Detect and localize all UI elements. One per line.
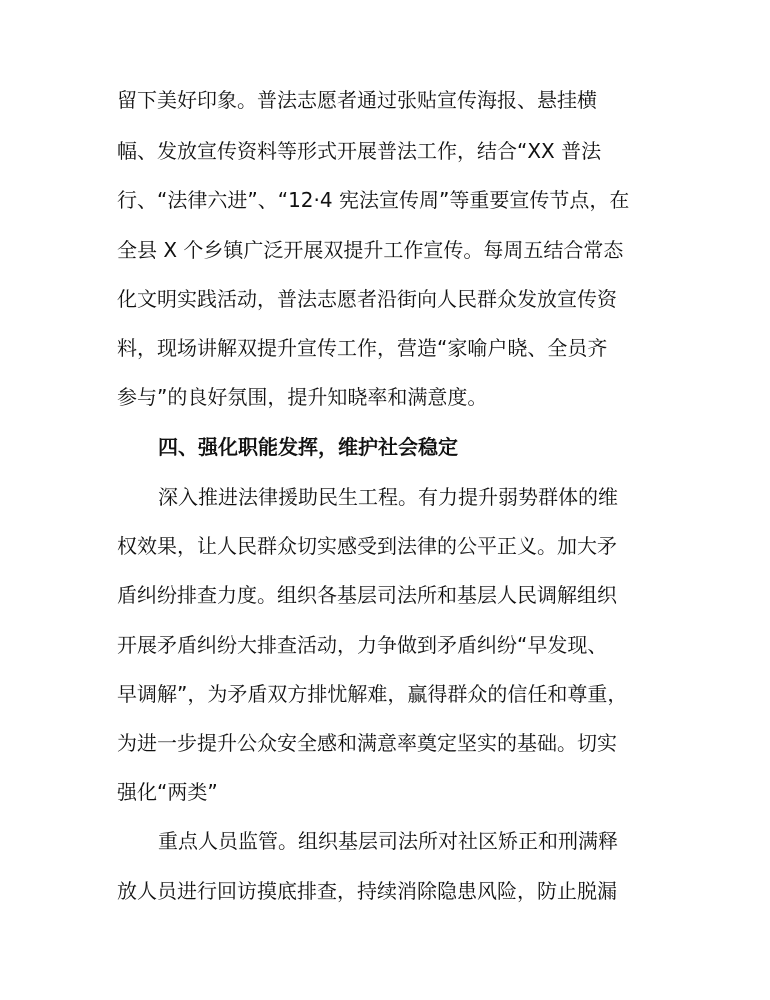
text-line: 强化“两类” [117, 780, 218, 804]
text-line: 盾纠纷排查力度。组织各基层司法所和基层人民调解组织 [117, 583, 617, 607]
text-line: 早调解”，为矛盾双方排忧解难，赢得群众的信任和尊重， [117, 682, 628, 706]
text-line: 留下美好印象。普法志愿者通过张贴宣传海报、悬挂横 [117, 88, 597, 112]
text-line: 参与”的良好氛围，提升知晓率和满意度。 [117, 385, 488, 409]
paragraph-first-line: 重点人员监管。组织基层司法所对社区矫正和刑满释 [158, 829, 618, 853]
paragraph-first-line: 深入推进法律援助民生工程。有力提升弱势群体的维 [158, 485, 618, 509]
text-line: 为进一步提升公众安全感和满意率奠定坚实的基础。切实 [117, 731, 617, 755]
text-line: 放人员进行回访摸底排查，持续消除隐患风险，防止脱漏 [117, 879, 617, 903]
text-line: 化文明实践活动，普法志愿者沿街向人民群众发放宣传资 [117, 287, 617, 311]
text-line: 行、“法律六进”、“12·4 宪法宣传周”等重要宣传节点，在 [117, 188, 630, 212]
section-heading: 四、强化职能发挥，维护社会稳定 [158, 435, 458, 459]
text-line: 料，现场讲解双提升宣传工作，营造“家喻户晓、全员齐 [117, 336, 608, 360]
text-line: 幅、发放宣传资料等形式开展普法工作，结合“XX 普法 [117, 139, 602, 163]
text-line: 权效果，让人民群众切实感受到法律的公平正义。加大矛 [117, 534, 617, 558]
text-line: 开展矛盾纠纷大排查活动，力争做到矛盾纠纷“早发现、 [117, 633, 608, 657]
text-line: 全县 X 个乡镇广泛开展双提升工作宣传。每周五结合常态 [117, 238, 624, 262]
